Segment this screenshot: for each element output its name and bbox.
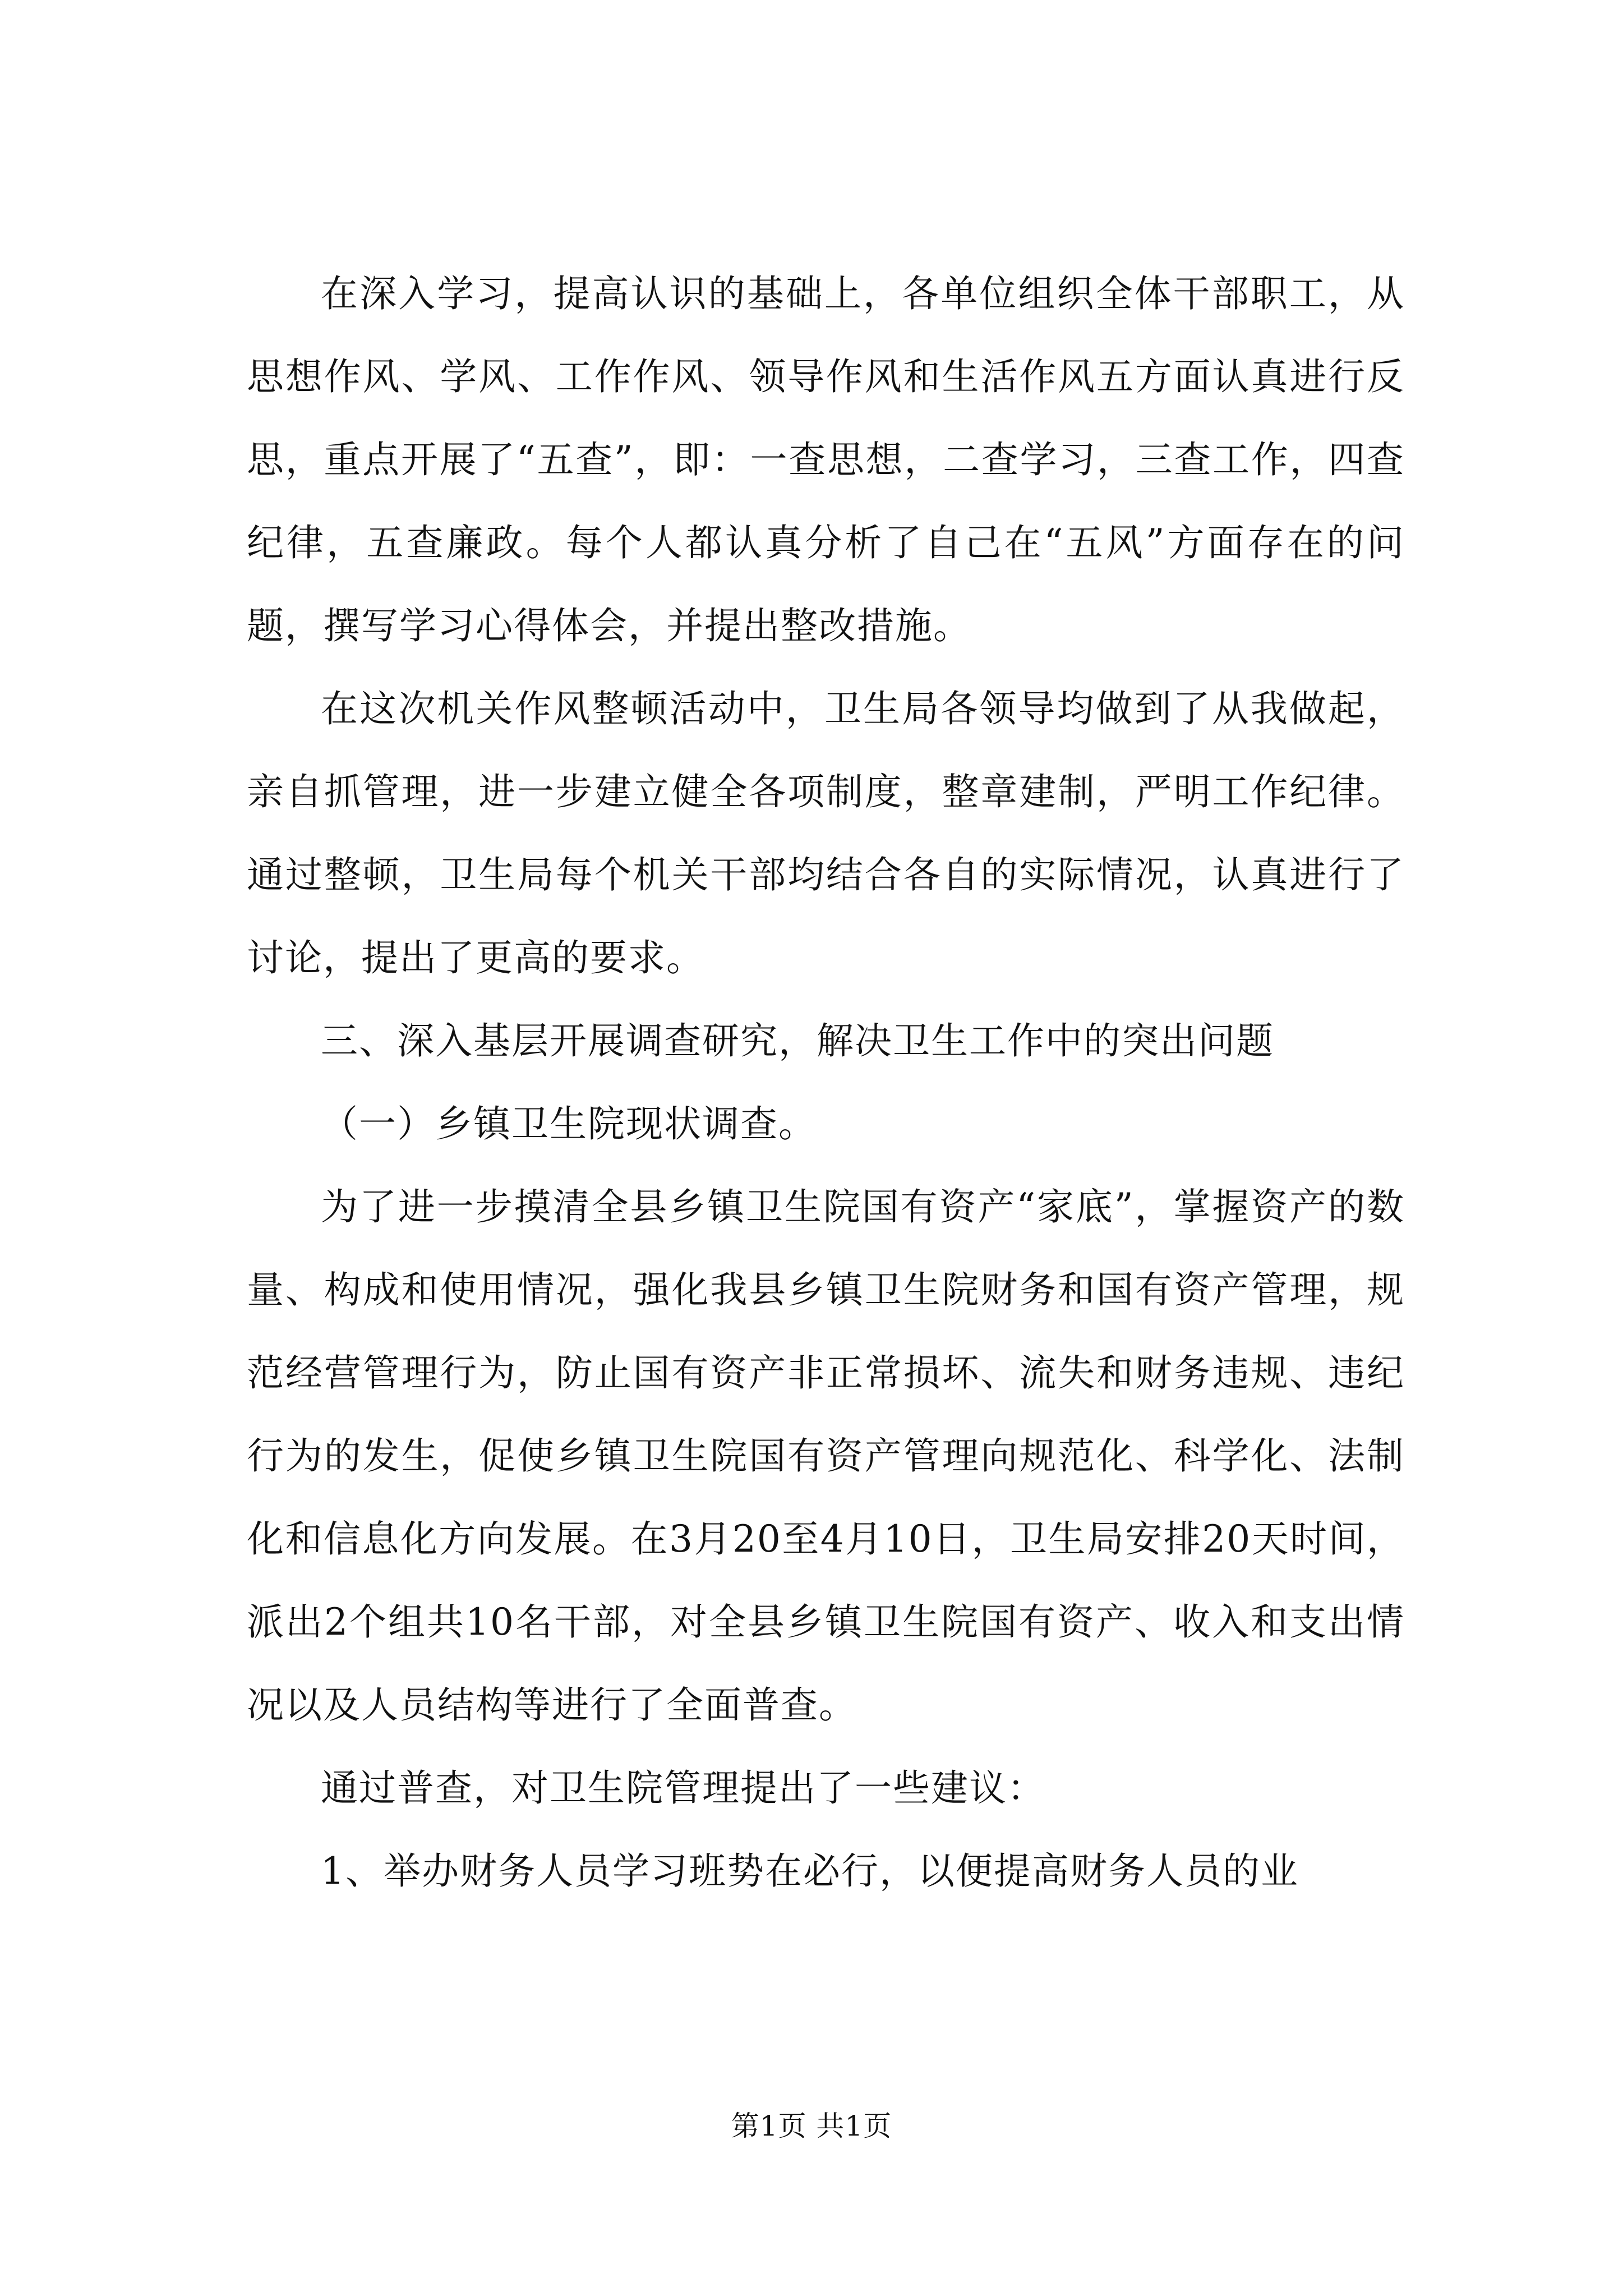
paragraph-asset-survey: 为了进一步摸清全县乡镇卫生院国有资产“家底”，掌握资产的数量、构成和使用情况，强化我县乡镇卫生院财务和国有资产管理，规范经营管理行为，防止国有资产非正常损坏、流失和财务违规、违纪行为的发生，促使乡镇卫生院国有资产管理向规范化、科学化、法制化和信息化方向发展。在3月20至4月10日，卫生局安排20天时间，派出2个组共10名干部，对全县乡镇卫生院国有资产、收入和支出情况以及人员结构等进行了全面普查。 bbox=[247, 1185, 1405, 1727]
list-item-suggestion-1: 1、举办财务人员学习班势在必行，以便提高财务人员的业 bbox=[321, 1849, 1299, 1893]
page-number-footer: 第1页 共1页 bbox=[731, 2110, 892, 2142]
paragraph-self-reflection: 在深入学习，提高认识的基础上，各单位组织全体干部职工，从思想作风、学风、工作作风、领导作风和生活作风五方面认真进行反思，重点开展了“五查”，即：一查思想，二查学习，三查工作，四查纪律，五查廉政。每个人都认真分析了自己在“五风”方面存在的问题，撰写学习心得体会，并提出整改措施。 bbox=[247, 272, 1405, 647]
section-heading-investigation: 三、深入基层开展调查研究，解决卫生工作中的突出问题 bbox=[321, 1019, 1274, 1062]
paragraph-suggestions-intro: 通过普查，对卫生院管理提出了一些建议： bbox=[321, 1766, 1045, 1810]
subsection-heading-township-hospitals: （一）乡镇卫生院现状调查。 bbox=[321, 1102, 817, 1145]
paragraph-rectification: 在这次机关作风整顿活动中，卫生局各领导均做到了从我做起，亲自抓管理，进一步建立健全各项制度，整章建制，严明工作纪律。通过整顿，卫生局每个机关干部均结合各自的实际情况，认真进行了讨论，提出了更高的要求。 bbox=[247, 687, 1405, 979]
document-body bbox=[247, 252, 1405, 1913]
